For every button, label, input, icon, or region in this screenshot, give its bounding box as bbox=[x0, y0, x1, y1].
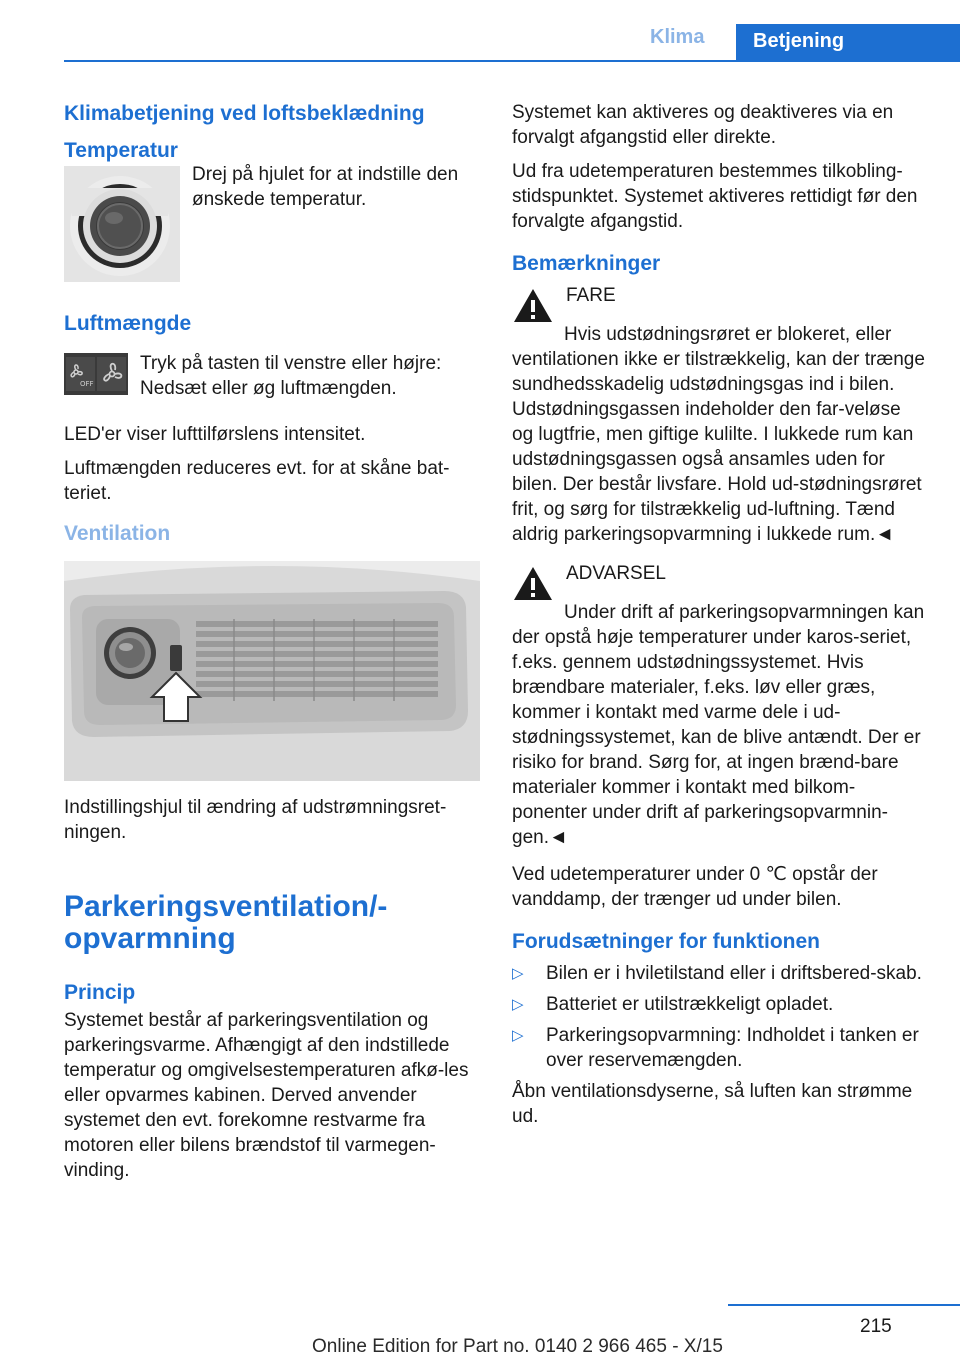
airflow-buttons-illustration bbox=[64, 353, 128, 395]
activation-text: Systemet kan aktiveres og deaktiveres via en forvalgt afgangstid eller direkte. bbox=[512, 102, 894, 148]
page-number: 215 bbox=[860, 1316, 892, 1337]
timing-text: Ud fra udetemperaturen bestemmes tilkobling‐stidspunktet. Systemet aktiveres rettidigt før den forvalgte afgangstid. bbox=[512, 161, 918, 232]
header-section-label: Klima bbox=[650, 26, 705, 48]
temperature-block bbox=[64, 166, 480, 282]
temperature-heading: Temperatur bbox=[64, 139, 178, 162]
danger-text: Hvis udstødningsrøret er blokeret, eller ventilationen ikke er tilstrækkelig, kan der trænge sundhedsskadelig udstødningsgas ind i bilen. Udstødningsgassen indeholder den far‐veløse og lugtfrie, men giftige kulilte. I lukkede rum kan udstødningsgassen også ansamles uden for bilen. Der består livsfare. Hold ud‐stødningsrøret frit, og sørg for tilstrækkelig ud‐luftning. Tænd aldrig parkeringsopvarmning i lukkede rum.◄ bbox=[512, 324, 925, 545]
airflow-text: Tryk på tasten til venstre eller højre: Nedsæt eller øg luftmængden. bbox=[140, 353, 442, 399]
principle-heading: Princip bbox=[64, 981, 136, 1004]
warning-label: ADVARSEL bbox=[566, 563, 666, 584]
airflow-heading: Luftmængde bbox=[64, 312, 192, 335]
triangle-bullet-icon: ▷ bbox=[512, 965, 524, 982]
principle-text: Systemet består af parkeringsventilation og parkeringsvarme. Afhængigt af den indstillede temperatur og omgivelsestemperaturen afkø‐les eller opvarmes kabinen. Derved anvender systemet den evt. forekomne restvarme fra motoren eller bilens brændstof til varmegen‐vinding. bbox=[64, 1010, 469, 1181]
list-item: ▷ Bilen er i hviletilstand eller i driftsbered‐skab. bbox=[512, 963, 922, 984]
airflow-battery-text: Luftmængden reduceres evt. for at skåne bat‐teriet. bbox=[64, 458, 450, 504]
condensation-text: Ved udetemperaturer under 0 ℃ opstår der vanddamp, der trænger ud under bilen. bbox=[512, 864, 878, 910]
section-title: Klimabetjening ved loftsbeklædning bbox=[64, 102, 425, 125]
right-column bbox=[512, 100, 926, 1138]
temperature-text: Drej på hjulet for at indstille den ønskede temperatur. bbox=[192, 164, 459, 210]
airflow-block bbox=[64, 351, 480, 410]
ventilation-heading: Ventilation bbox=[64, 522, 171, 545]
list-item: ▷ Parkeringsopvarmning: Indholdet i tanken er over reservemængden. bbox=[512, 1025, 919, 1071]
triangle-bullet-icon: ▷ bbox=[512, 996, 524, 1013]
ventilation-caption: Indstillingshjul til ændring af udstrømningsret‐ningen. bbox=[64, 797, 447, 843]
warning-text: Under drift af parkeringsopvarmningen kan der opstå høje temperaturer under karos‐seriet, f.eks. gennem udstødningssystemet. Hvis brændbare materialer, f.eks. løv eller græs, kommer i kontakt med varme dele i ud‐stødningssystemet, kan de blive antændt. Der er risiko for brand. Sørg for, at ingen brænd‐bare materialer kommer i kontakt med bilkom‐ponenter under drift af parkeringsopvarmnin‐gen.◄ bbox=[512, 602, 925, 848]
list-item: ▷ Batteriet er utilstrækkeligt opladet. bbox=[512, 994, 834, 1015]
header-chapter-tab: Betjening bbox=[736, 24, 960, 62]
temperature-dial-illustration bbox=[64, 166, 180, 282]
fan-off-label: OFF bbox=[80, 380, 94, 388]
requirements-list bbox=[512, 961, 926, 1073]
warning-triangle-icon bbox=[512, 287, 554, 324]
left-column bbox=[64, 100, 480, 1192]
chapter-title: Parkeringsventilation/‐opvarmning bbox=[64, 890, 388, 955]
vents-text: Åbn ventilationsdyserne, så luften kan strømme ud. bbox=[512, 1081, 913, 1127]
warning-notice bbox=[512, 561, 926, 850]
requirements-heading: Forudsætninger for funktionen bbox=[512, 930, 820, 953]
triangle-bullet-icon: ▷ bbox=[512, 1027, 524, 1044]
danger-label: FARE bbox=[566, 285, 616, 306]
led-text: LED'er viser lufttilførslens intensitet. bbox=[64, 424, 366, 445]
edition-text: Online Edition for Part no. 0140 2 966 465 - X/15 bbox=[312, 1336, 723, 1357]
danger-notice bbox=[512, 283, 926, 547]
notes-heading: Bemærkninger bbox=[512, 252, 661, 275]
footer-rule bbox=[728, 1304, 960, 1306]
header-rule bbox=[64, 60, 960, 62]
ventilation-panel-illustration bbox=[64, 561, 480, 781]
warning-triangle-icon bbox=[512, 565, 554, 602]
